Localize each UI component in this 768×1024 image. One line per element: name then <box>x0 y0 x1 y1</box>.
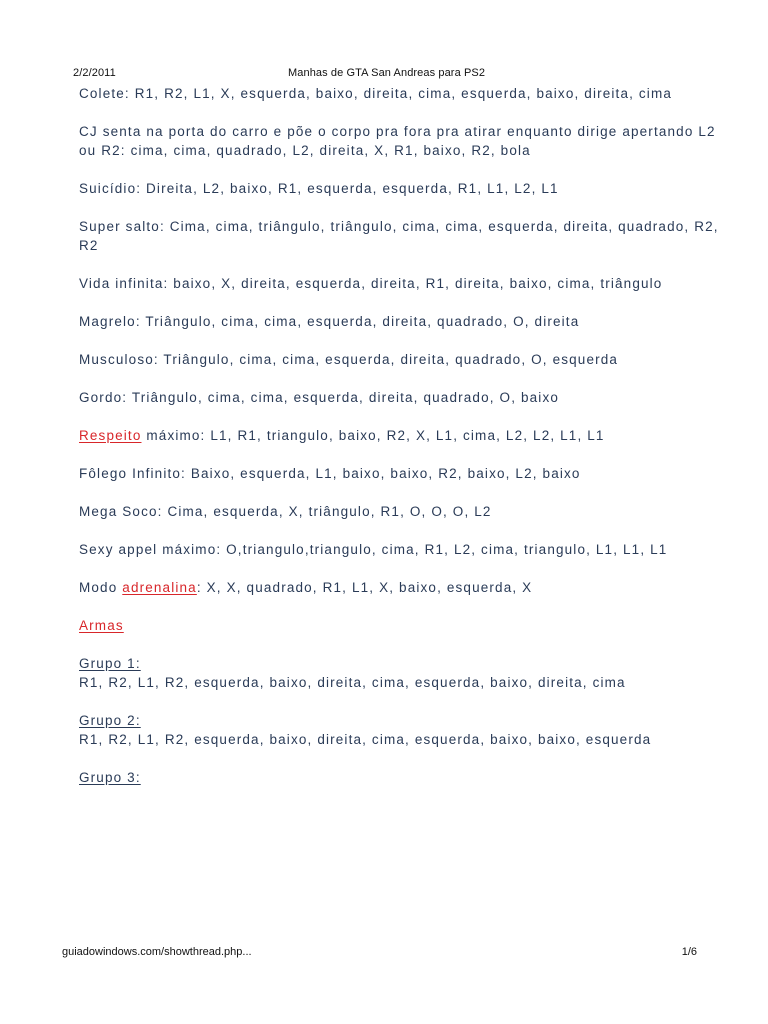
armas-group-title: Grupo 3: <box>79 770 141 785</box>
header-date: 2/2/2011 <box>73 67 116 79</box>
document-content <box>79 84 719 787</box>
armas-group-combo: R1, R2, L1, R2, esquerda, baixo, direita, cima, esquerda, baixo, baixo, esquerda <box>79 732 652 747</box>
cheat-vida-infinita: Vida infinita: baixo, X, direita, esquerda, direita, R1, direita, baixo, cima, triângulo <box>79 276 663 291</box>
adrenalina-link[interactable]: adrenalina <box>122 580 197 595</box>
cheat-musculoso: Musculoso: Triângulo, cima, cima, esquerda, direita, quadrado, O, esquerda <box>79 352 619 367</box>
cheat-respeito <box>79 426 719 445</box>
cheat-magrelo: Magrelo: Triângulo, cima, cima, esquerda, direita, quadrado, O, direita <box>79 314 580 329</box>
cheat-gordo: Gordo: Triângulo, cima, cima, esquerda, direita, quadrado, O, baixo <box>79 390 560 405</box>
cheat-sexy: Sexy appel máximo: O,triangulo,triangulo, cima, R1, L2, cima, triangulo, L1, L1, L1 <box>79 542 668 557</box>
header-title: Manhas de GTA San Andreas para PS2 <box>288 67 486 79</box>
cheat-colete: Colete: R1, R2, L1, X, esquerda, baixo, direita, cima, esquerda, baixo, direita, cima <box>79 86 673 101</box>
footer-page-number: 1/6 <box>681 946 697 958</box>
respeito-combo: máximo: L1, R1, triangulo, baixo, R2, X, L1, cima, L2, L2, L1, L1 <box>141 428 605 443</box>
armas-group-3 <box>79 768 719 787</box>
armas-group-title: Grupo 2: <box>79 713 141 728</box>
armas-link[interactable]: Armas <box>79 618 124 633</box>
cheat-mega-soco: Mega Soco: Cima, esquerda, X, triângulo, R1, O, O, O, L2 <box>79 504 492 519</box>
cheat-modo-adrenalina <box>79 578 719 597</box>
armas-group-1 <box>79 654 719 692</box>
armas-heading[interactable] <box>79 616 719 635</box>
footer-url: guiadowindows.com/showthread.php... <box>62 946 252 958</box>
modo-combo: : X, X, quadrado, R1, L1, X, baixo, esquerda, X <box>196 580 533 595</box>
cheat-suicidio: Suicídio: Direita, L2, baixo, R1, esquerda, esquerda, R1, L1, L2, L1 <box>79 181 559 196</box>
armas-group-2 <box>79 711 719 749</box>
cheat-cj-senta: CJ senta na porta do carro e põe o corpo pra fora pra atirar enquanto dirige apertando L2 ou R2: cima, cima, quadrado, L2, direita, X, R1, baixo, R2, bola <box>79 124 716 158</box>
armas-group-combo: R1, R2, L1, R2, esquerda, baixo, direita, cima, esquerda, baixo, direita, cima <box>79 675 626 690</box>
cheat-folego: Fôlego Infinito: Baixo, esquerda, L1, baixo, baixo, R2, baixo, L2, baixo <box>79 466 581 481</box>
respeito-link[interactable]: Respeito <box>79 428 142 443</box>
armas-group-title: Grupo 1: <box>79 656 141 671</box>
modo-prefix: Modo <box>79 580 123 595</box>
cheat-super-salto: Super salto: Cima, cima, triângulo, triângulo, cima, cima, esquerda, direita, quadrado, R2, R2 <box>79 219 719 253</box>
